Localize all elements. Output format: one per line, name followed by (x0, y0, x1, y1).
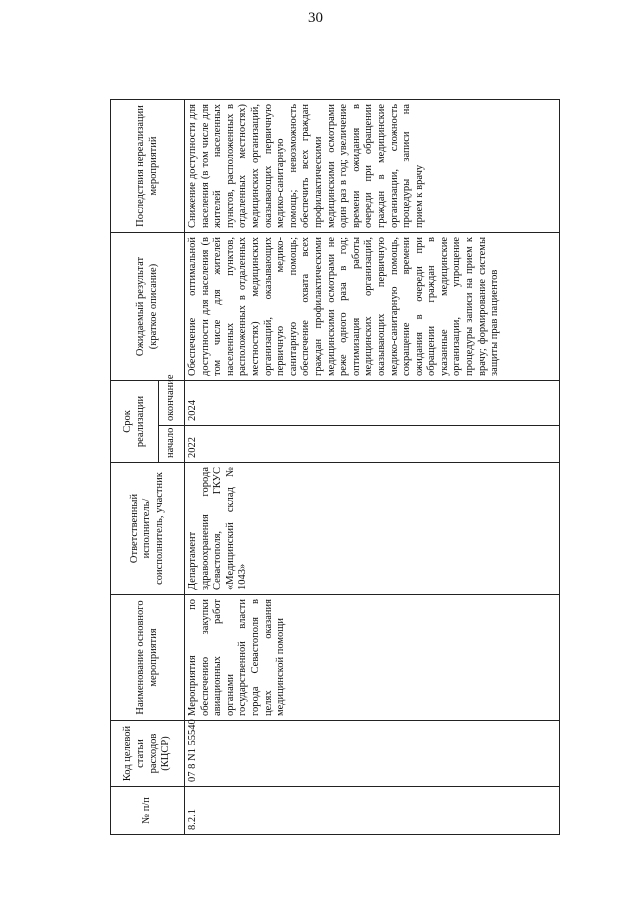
header-consequences: Последствия нереализации мероприятий (111, 99, 185, 232)
page-number: 30 (308, 10, 323, 26)
header-number: № п/п (111, 787, 185, 835)
header-term-start: начало (159, 426, 185, 463)
cell-responsible: Департамент здравоохранения города Севастополя, ГКУС «Медицинский склад № 1043» (185, 463, 560, 595)
cell-measure-name: Мероприятия по обеспечению закупки авиационных работ органами государственной власти города Севастополя в целях оказания медицинской помощи (185, 595, 560, 721)
rotated-table-container (110, 100, 560, 835)
header-responsible: Ответственный исполнитель/соисполнитель, участник (111, 463, 185, 595)
header-measure-name: Наименование основного мероприятия (111, 595, 185, 721)
header-term: Срок реализации (111, 380, 159, 462)
header-budget-code: Код целевой статьи расходов (КЦСР) (111, 721, 185, 787)
cell-budget-code: 07 8 N1 55540 (185, 721, 560, 787)
cell-consequences: Снижение доступности для населения (в том числе для жителей населенных пунктов, расположенных в отдаленных местностях) медицинских организаций, оказывающих первичную медико-санитарную помощь; невозможность обеспечить всех граждан профилактическими медицинскими осмотрами один раз в год; увеличение времени ожидания в очереди при обращении граждан в медицинские организации, сложность процедуры записи на прием к врачу (185, 99, 560, 232)
cell-term-start: 2022 (185, 426, 560, 463)
header-term-end: окончание (159, 380, 185, 425)
cell-number: 8.2.1 (185, 787, 560, 835)
cell-expected-result: Обеспечение оптимальной доступности для населения (в том числе для жителей населенных пунктов, расположенных в отдаленных местностях) медицинских организаций, оказывающих первичную медико-санитарную помощь; обеспечение охвата всех граждан профилактическими медицинскими осмотрами не реже одного раза в год; оптимизация работы медицинских организаций, оказывающих первичную медико-санитарную помощь, сокращение времени ожидания в очереди при обращении граждан в указанные медицинские организации, упрощение процедуры записи на прием к врачу; формирование системы защиты прав пациентов (185, 232, 560, 380)
table-row (185, 99, 560, 834)
cell-term-end: 2024 (185, 380, 560, 425)
measures-table (110, 99, 560, 835)
header-expected-result: Ожидаемый результат (краткое описание) (111, 232, 185, 380)
